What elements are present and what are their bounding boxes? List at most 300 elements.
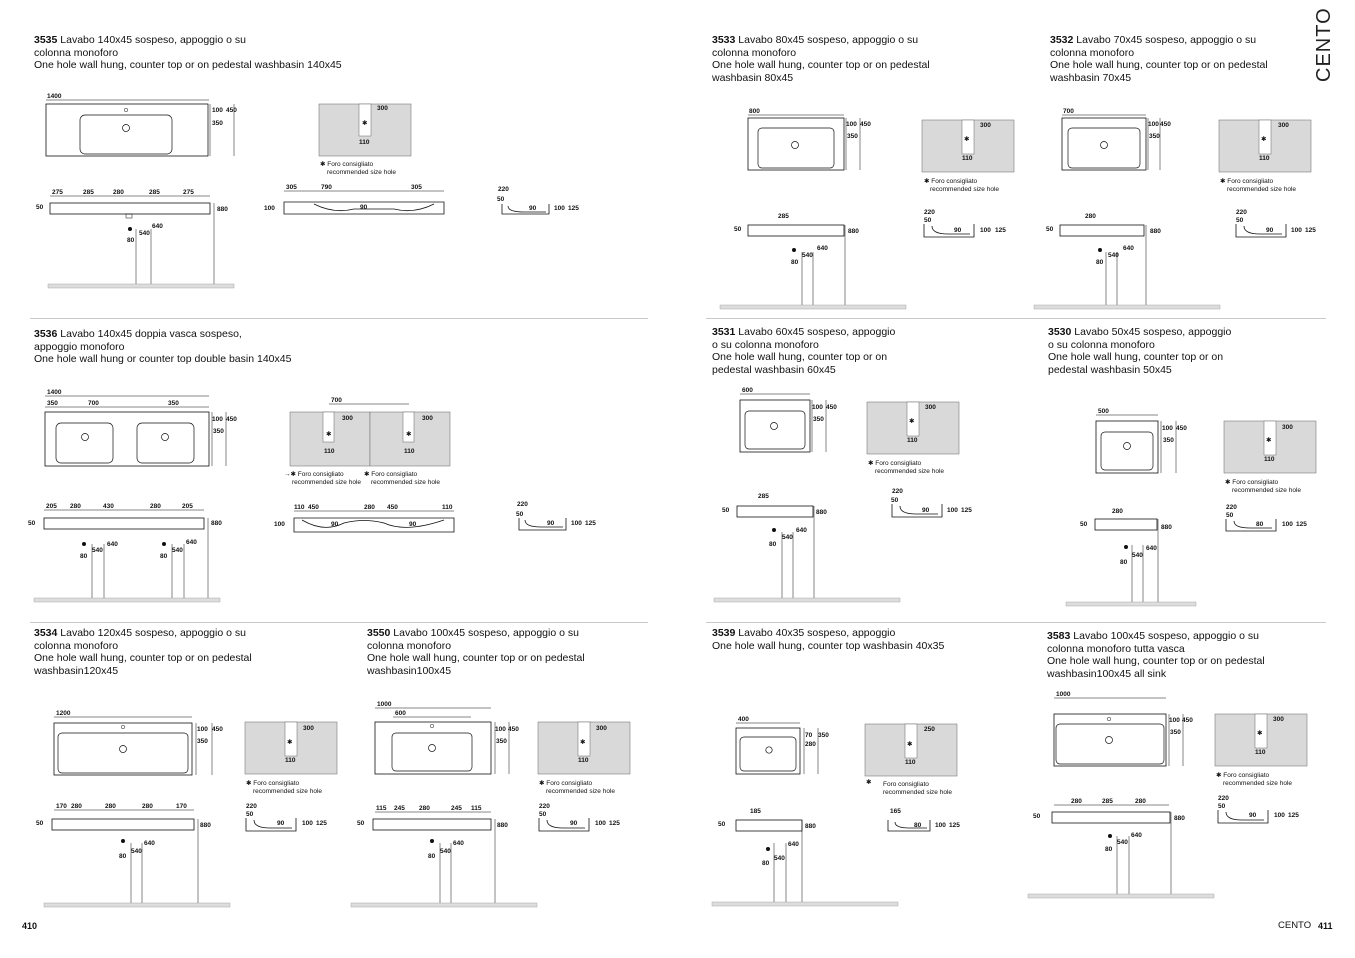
asterisk-icon: ✱ xyxy=(287,739,293,746)
asterisk-icon: ✱ xyxy=(362,120,368,127)
dim-width: 700 xyxy=(1063,108,1074,115)
product-3583 xyxy=(1033,630,1347,906)
note-it: ✱ Foro consigliato xyxy=(1220,178,1274,185)
dim: 110 xyxy=(442,504,453,511)
dim: 220 xyxy=(1218,795,1229,802)
dim: 220 xyxy=(498,186,509,193)
dim: 100 xyxy=(274,521,285,528)
dim: 880 xyxy=(848,228,859,235)
separator xyxy=(30,622,648,623)
dim: 700 xyxy=(88,400,99,407)
dim: 115 xyxy=(376,805,387,812)
product-line: Lavabo 80x45 sospeso, appoggio o su xyxy=(738,34,919,46)
dim: 220 xyxy=(924,209,935,216)
product-line: colonna monoforo xyxy=(34,639,119,652)
note-text: recommended size hole xyxy=(253,788,323,795)
dim: 300 xyxy=(1282,424,1293,431)
dim: 880 xyxy=(217,206,228,213)
dim: 100 xyxy=(1274,812,1285,819)
dim: 80 xyxy=(769,541,777,548)
product-code: 3539 xyxy=(712,627,736,639)
dim: 540 xyxy=(139,230,150,237)
product-line: washbasin 70x45 xyxy=(1050,71,1132,84)
note-it: ✱ Foro consigliato xyxy=(924,178,978,185)
dim: 110 xyxy=(578,757,589,764)
product-code: 3535 xyxy=(34,34,58,46)
dim: 880 xyxy=(816,509,827,516)
dim: 90 xyxy=(922,507,930,514)
product-code: 3532 xyxy=(1050,34,1074,46)
dim: 125 xyxy=(995,227,1006,234)
dim: 50 xyxy=(1080,521,1088,528)
product-line: Lavabo 70x45 sospeso, appoggio o su xyxy=(1076,34,1257,46)
asterisk-icon: ✱ xyxy=(326,431,332,438)
dim: 50 xyxy=(891,497,899,504)
note-it: ✱ Foro consigliato xyxy=(320,161,374,168)
dim: 185 xyxy=(750,808,761,815)
product-line: Lavabo 100x45 sospeso, appoggio o su xyxy=(1073,630,1259,642)
dim: 640 xyxy=(788,841,799,848)
product-line: washbasin 80x45 xyxy=(712,71,794,84)
dim: 100 xyxy=(1148,121,1159,128)
dim: 80 xyxy=(1105,846,1113,853)
note-text: Foro consigliato xyxy=(371,471,418,478)
page-number-right: 411 xyxy=(1318,921,1333,931)
dim: 115 xyxy=(471,805,482,812)
product-line: washbasin120x45 xyxy=(34,664,119,677)
dim: 125 xyxy=(585,520,596,527)
product-code: 3536 xyxy=(34,328,58,340)
dim: 540 xyxy=(802,252,813,259)
dim: 285 xyxy=(149,189,160,196)
dim: 50 xyxy=(1033,813,1041,820)
dim: 350 xyxy=(47,400,58,407)
product-3550 xyxy=(357,627,657,912)
dim: 280 xyxy=(1135,798,1146,805)
asterisk-icon: ✱ xyxy=(1266,437,1272,444)
note-text: recommended size hole xyxy=(546,788,616,795)
product-3536 xyxy=(28,328,654,608)
note-text: Foro consigliato xyxy=(931,178,978,185)
dim: 350 xyxy=(213,428,224,435)
dim: 205 xyxy=(46,503,57,510)
dim: 50 xyxy=(246,811,254,818)
dim: 50 xyxy=(28,520,36,527)
dim: 640 xyxy=(796,527,807,534)
asterisk-icon: ✱ xyxy=(909,418,915,425)
technical-drawing xyxy=(712,34,1022,314)
dim: 110 xyxy=(907,437,918,444)
dim: 100 xyxy=(495,726,506,733)
asterisk-icon: ✱ xyxy=(866,779,872,786)
note-text: Foro consigliato xyxy=(1223,772,1270,779)
dim: 100 xyxy=(197,726,208,733)
dim-width: 1000 xyxy=(377,701,392,708)
product-line: colonna monoforo xyxy=(712,46,797,59)
dim: 50 xyxy=(36,820,44,827)
technical-drawing xyxy=(357,627,657,912)
product-line: One hole wall hung, counter top or on pedestal xyxy=(712,59,930,71)
dim: 640 xyxy=(817,245,828,252)
note-it: ✱ Foro consigliato xyxy=(246,780,300,787)
dim: 640 xyxy=(152,223,163,230)
dim: 540 xyxy=(1132,552,1143,559)
dim: 90 xyxy=(277,820,285,827)
dim: 125 xyxy=(1296,521,1307,528)
dim: 450 xyxy=(508,726,519,733)
product-line: o su colonna monoforo xyxy=(1048,338,1155,351)
dim: 300 xyxy=(980,122,991,129)
dim: 280 xyxy=(1112,508,1123,515)
note-text: recommended size hole xyxy=(875,468,945,475)
dim-width: 800 xyxy=(749,108,760,115)
dim: 275 xyxy=(52,189,63,196)
dim: 450 xyxy=(226,107,237,114)
dim: 50 xyxy=(924,217,932,224)
asterisk-icon: ✱ xyxy=(1261,136,1267,143)
product-line: One hole wall hung, counter top or on xyxy=(712,351,888,363)
technical-drawing xyxy=(1046,34,1350,314)
note-it: →✱ Foro consigliato xyxy=(284,471,344,478)
note-text: recommended size hole xyxy=(1223,780,1293,787)
dim: 110 xyxy=(962,155,973,162)
note-text: Foro consigliato xyxy=(1232,479,1279,486)
dim: 790 xyxy=(321,184,332,191)
product-code: 3583 xyxy=(1047,630,1071,642)
dim: 300 xyxy=(1273,716,1284,723)
dim-width: 1000 xyxy=(1056,691,1071,698)
dim: 640 xyxy=(107,541,118,548)
dim: 280 xyxy=(1071,798,1082,805)
dim: 80 xyxy=(160,553,168,560)
dim: 280 xyxy=(142,803,153,810)
product-line: One hole wall hung, counter top washbasin 40x35 xyxy=(712,639,945,652)
dim: 540 xyxy=(131,848,142,855)
note-text: recommended size hole xyxy=(930,186,1000,193)
technical-drawing xyxy=(34,34,654,294)
dim: 110 xyxy=(1264,456,1275,463)
product-line: One hole wall hung, counter top or on pedestal xyxy=(1047,655,1265,667)
dim: 300 xyxy=(925,404,936,411)
dim-width: 500 xyxy=(1098,408,1109,415)
dim: 450 xyxy=(1160,121,1171,128)
dim: 350 xyxy=(212,120,223,127)
technical-drawing xyxy=(1048,326,1348,612)
note-it: ✱ Foro consigliato xyxy=(1225,479,1279,486)
dim: 350 xyxy=(496,738,507,745)
product-3535 xyxy=(34,34,654,294)
dim: 90 xyxy=(547,520,555,527)
product-line: o su colonna monoforo xyxy=(712,338,819,351)
dim: 450 xyxy=(1176,425,1187,432)
dim: 245 xyxy=(451,805,462,812)
dim-width: 1200 xyxy=(56,710,71,717)
dim: 100 xyxy=(935,822,946,829)
dim: 430 xyxy=(103,503,114,510)
dim: 540 xyxy=(92,547,103,554)
product-line: pedestal washbasin 60x45 xyxy=(712,363,836,376)
dim: 125 xyxy=(949,822,960,829)
dim: 300 xyxy=(422,415,433,422)
dim: 220 xyxy=(892,488,903,495)
dim: 170 xyxy=(56,803,67,810)
dim: 350 xyxy=(1149,133,1160,140)
dim: 80 xyxy=(762,860,770,867)
technical-drawing xyxy=(712,627,1022,912)
note-text: Foro consigliato xyxy=(546,780,593,787)
product-line: colonna monoforo xyxy=(367,639,452,652)
dim: 50 xyxy=(36,204,44,211)
product-3530 xyxy=(1048,326,1348,612)
product-line: One hole wall hung, counter top or on pedestal washbasin 140x45 xyxy=(34,59,342,71)
dim: 880 xyxy=(1174,815,1185,822)
product-3532 xyxy=(1046,34,1350,314)
dim: 80 xyxy=(1256,521,1264,528)
dim: 50 xyxy=(516,511,524,518)
dim: 540 xyxy=(172,547,183,554)
dim: 450 xyxy=(308,504,319,511)
dim: 80 xyxy=(127,237,135,244)
separator xyxy=(706,318,1326,319)
dim: 305 xyxy=(411,184,422,191)
note-text: recommended size hole xyxy=(327,169,397,176)
dim: 110 xyxy=(359,139,370,146)
dim: 100 xyxy=(1162,425,1173,432)
dim: 880 xyxy=(805,823,816,830)
dim-width: 400 xyxy=(738,716,749,723)
dim: 125 xyxy=(568,205,579,212)
product-line: pedestal washbasin 50x45 xyxy=(1048,363,1172,376)
dim: 220 xyxy=(539,803,550,810)
product-code: 3550 xyxy=(367,627,391,639)
dim: 305 xyxy=(286,184,297,191)
product-line: One hole wall hung, counter top or on pedestal xyxy=(1050,59,1268,71)
product-line: colonna monoforo tutta vasca xyxy=(1047,642,1185,655)
product-code: 3531 xyxy=(712,326,736,338)
dim: 450 xyxy=(226,416,237,423)
dim: 110 xyxy=(285,757,296,764)
footer-brand: CENTO xyxy=(1278,920,1312,931)
dim: 80 xyxy=(119,853,127,860)
dim: 220 xyxy=(1226,504,1237,511)
dim: 280 xyxy=(71,803,82,810)
dim: 450 xyxy=(1182,717,1193,724)
asterisk-icon: ✱ xyxy=(580,739,586,746)
dim: 540 xyxy=(1117,839,1128,846)
dim: 450 xyxy=(826,404,837,411)
product-line: Lavabo 140x45 doppia vasca sospeso, xyxy=(60,328,242,340)
product-3533 xyxy=(712,34,1022,314)
note-text: Foro consigliato xyxy=(883,781,929,788)
dim: 880 xyxy=(211,520,222,527)
dim: 640 xyxy=(453,840,464,847)
note-text: Foro consigliato xyxy=(297,471,344,478)
dim: 220 xyxy=(246,803,257,810)
dim: 250 xyxy=(924,726,935,733)
dim: 280 xyxy=(113,189,124,196)
dim: 100 xyxy=(571,520,582,527)
dim: 280 xyxy=(805,741,816,748)
note-text: Foro consigliato xyxy=(1227,178,1274,185)
dim: 90 xyxy=(1249,812,1257,819)
asterisk-icon: ✱ xyxy=(1257,730,1263,737)
separator xyxy=(30,318,648,319)
dim: 50 xyxy=(1218,803,1226,810)
dim: 100 xyxy=(1291,227,1302,234)
note-it: ✱ Foro consigliato xyxy=(1216,772,1270,779)
dim: 640 xyxy=(144,840,155,847)
dim: 125 xyxy=(316,820,327,827)
dim: 100 xyxy=(212,107,223,114)
asterisk-icon: ✱ xyxy=(964,136,970,143)
dim: 100 xyxy=(812,404,823,411)
dim: 540 xyxy=(1108,252,1119,259)
product-3534 xyxy=(34,627,354,912)
dim: 110 xyxy=(1259,155,1270,162)
separator xyxy=(706,622,1326,623)
dim: 640 xyxy=(1146,545,1157,552)
dim: 100 xyxy=(264,205,275,212)
dim: 70 xyxy=(805,732,813,739)
product-line: colonna monoforo xyxy=(34,46,119,59)
dim: 285 xyxy=(758,493,769,500)
note-text: recommended size hole xyxy=(292,479,362,486)
dim: 50 xyxy=(734,226,742,233)
product-line: washbasin100x45 xyxy=(367,664,452,677)
product-line: Lavabo 120x45 sospeso, appoggio o su xyxy=(60,627,246,639)
dim: 110 xyxy=(1255,749,1266,756)
product-line: appoggio monoforo xyxy=(34,340,125,353)
product-line: One hole wall hung or counter top double basin 140x45 xyxy=(34,353,292,365)
dim: 350 xyxy=(168,400,179,407)
technical-drawing xyxy=(28,328,654,608)
dim: 100 xyxy=(947,507,958,514)
dim: 110 xyxy=(905,759,916,766)
note-it: ✱ Foro consigliato xyxy=(868,460,922,467)
dim: 700 xyxy=(331,397,342,404)
dim: 640 xyxy=(1123,245,1134,252)
dim: 90 xyxy=(570,820,578,827)
dim: 350 xyxy=(1170,729,1181,736)
dim: 350 xyxy=(197,738,208,745)
dim: 50 xyxy=(497,196,505,203)
product-line: One hole wall hung, counter top or on pedestal xyxy=(367,652,585,664)
dim: 450 xyxy=(860,121,871,128)
dim: 50 xyxy=(539,811,547,818)
dim: 100 xyxy=(1169,717,1180,724)
product-line: Lavabo 100x45 sospeso, appoggio o su xyxy=(393,627,579,639)
product-line: Lavabo 40x35 sospeso, appoggio xyxy=(738,627,896,639)
product-line: One hole wall hung, counter top or on pedestal xyxy=(34,652,252,664)
dim: 300 xyxy=(377,105,388,112)
dim-width: 1400 xyxy=(47,93,62,100)
dim: 245 xyxy=(394,805,405,812)
dim: 300 xyxy=(1278,122,1289,129)
technical-drawing xyxy=(34,627,354,912)
dim: 280 xyxy=(419,805,430,812)
dim: 640 xyxy=(186,539,197,546)
dim: 880 xyxy=(497,822,508,829)
dim: 275 xyxy=(183,189,194,196)
dim: 50 xyxy=(1046,226,1054,233)
dim: 205 xyxy=(182,503,193,510)
dim: 450 xyxy=(212,726,223,733)
technical-drawing xyxy=(712,326,1022,606)
dim: 540 xyxy=(782,534,793,541)
dim: 280 xyxy=(150,503,161,510)
dim: 110 xyxy=(294,504,305,511)
dim: 80 xyxy=(791,259,799,266)
dim: 540 xyxy=(774,855,785,862)
dim: 640 xyxy=(1131,832,1142,839)
dim: 880 xyxy=(200,822,211,829)
dim: 80 xyxy=(914,822,922,829)
dim: 285 xyxy=(778,213,789,220)
product-line: One hole wall hung, counter top or on xyxy=(1048,351,1224,363)
asterisk-icon: ✱ xyxy=(406,431,412,438)
dim: 100 xyxy=(302,820,313,827)
dim: 350 xyxy=(1163,437,1174,444)
note-text: recommended size hole xyxy=(371,479,441,486)
dim: 220 xyxy=(1236,209,1247,216)
dim: 80 xyxy=(80,553,88,560)
dim: 50 xyxy=(718,821,726,828)
product-3539 xyxy=(712,627,1022,912)
note-text: recommended size hole xyxy=(1232,487,1302,494)
page-number-left: 410 xyxy=(22,921,38,931)
note-it: ✱ Foro consigliato xyxy=(364,471,418,478)
dim: 540 xyxy=(440,848,451,855)
dim: 50 xyxy=(722,507,730,514)
dim: 100 xyxy=(846,121,857,128)
dim: 100 xyxy=(212,416,223,423)
dim: 880 xyxy=(1150,228,1161,235)
dim-width: 1400 xyxy=(47,389,62,396)
brand-logo: CENTO xyxy=(1313,7,1335,82)
dim: 600 xyxy=(395,710,406,717)
product-line: Lavabo 50x45 sospeso, appoggio xyxy=(1074,326,1232,338)
dim: 90 xyxy=(360,204,368,211)
product-3531 xyxy=(712,326,1022,606)
dim: 90 xyxy=(954,227,962,234)
dim: 220 xyxy=(517,501,528,508)
dim: 110 xyxy=(404,448,415,455)
dim: 300 xyxy=(303,725,314,732)
dim: 100 xyxy=(554,205,565,212)
dim: 300 xyxy=(596,725,607,732)
dim: 300 xyxy=(342,415,353,422)
dim: 90 xyxy=(1266,227,1274,234)
dim: 50 xyxy=(1226,512,1234,519)
dim: 90 xyxy=(331,521,339,528)
dim: 80 xyxy=(1096,259,1104,266)
dim: 285 xyxy=(83,189,94,196)
dim: 125 xyxy=(1288,812,1299,819)
product-line: colonna monoforo xyxy=(1050,46,1135,59)
dim: 110 xyxy=(324,448,335,455)
note-text: Foro consigliato xyxy=(327,161,374,168)
dim: 170 xyxy=(176,803,187,810)
dim: 350 xyxy=(818,732,829,739)
product-code: 3534 xyxy=(34,627,58,639)
dim: 125 xyxy=(1305,227,1316,234)
product-line: washbasin100x45 all sink xyxy=(1047,667,1167,680)
dim: 100 xyxy=(595,820,606,827)
dim: 125 xyxy=(609,820,620,827)
dim: 285 xyxy=(1102,798,1113,805)
dim: 280 xyxy=(70,503,81,510)
dim: 165 xyxy=(890,808,901,815)
